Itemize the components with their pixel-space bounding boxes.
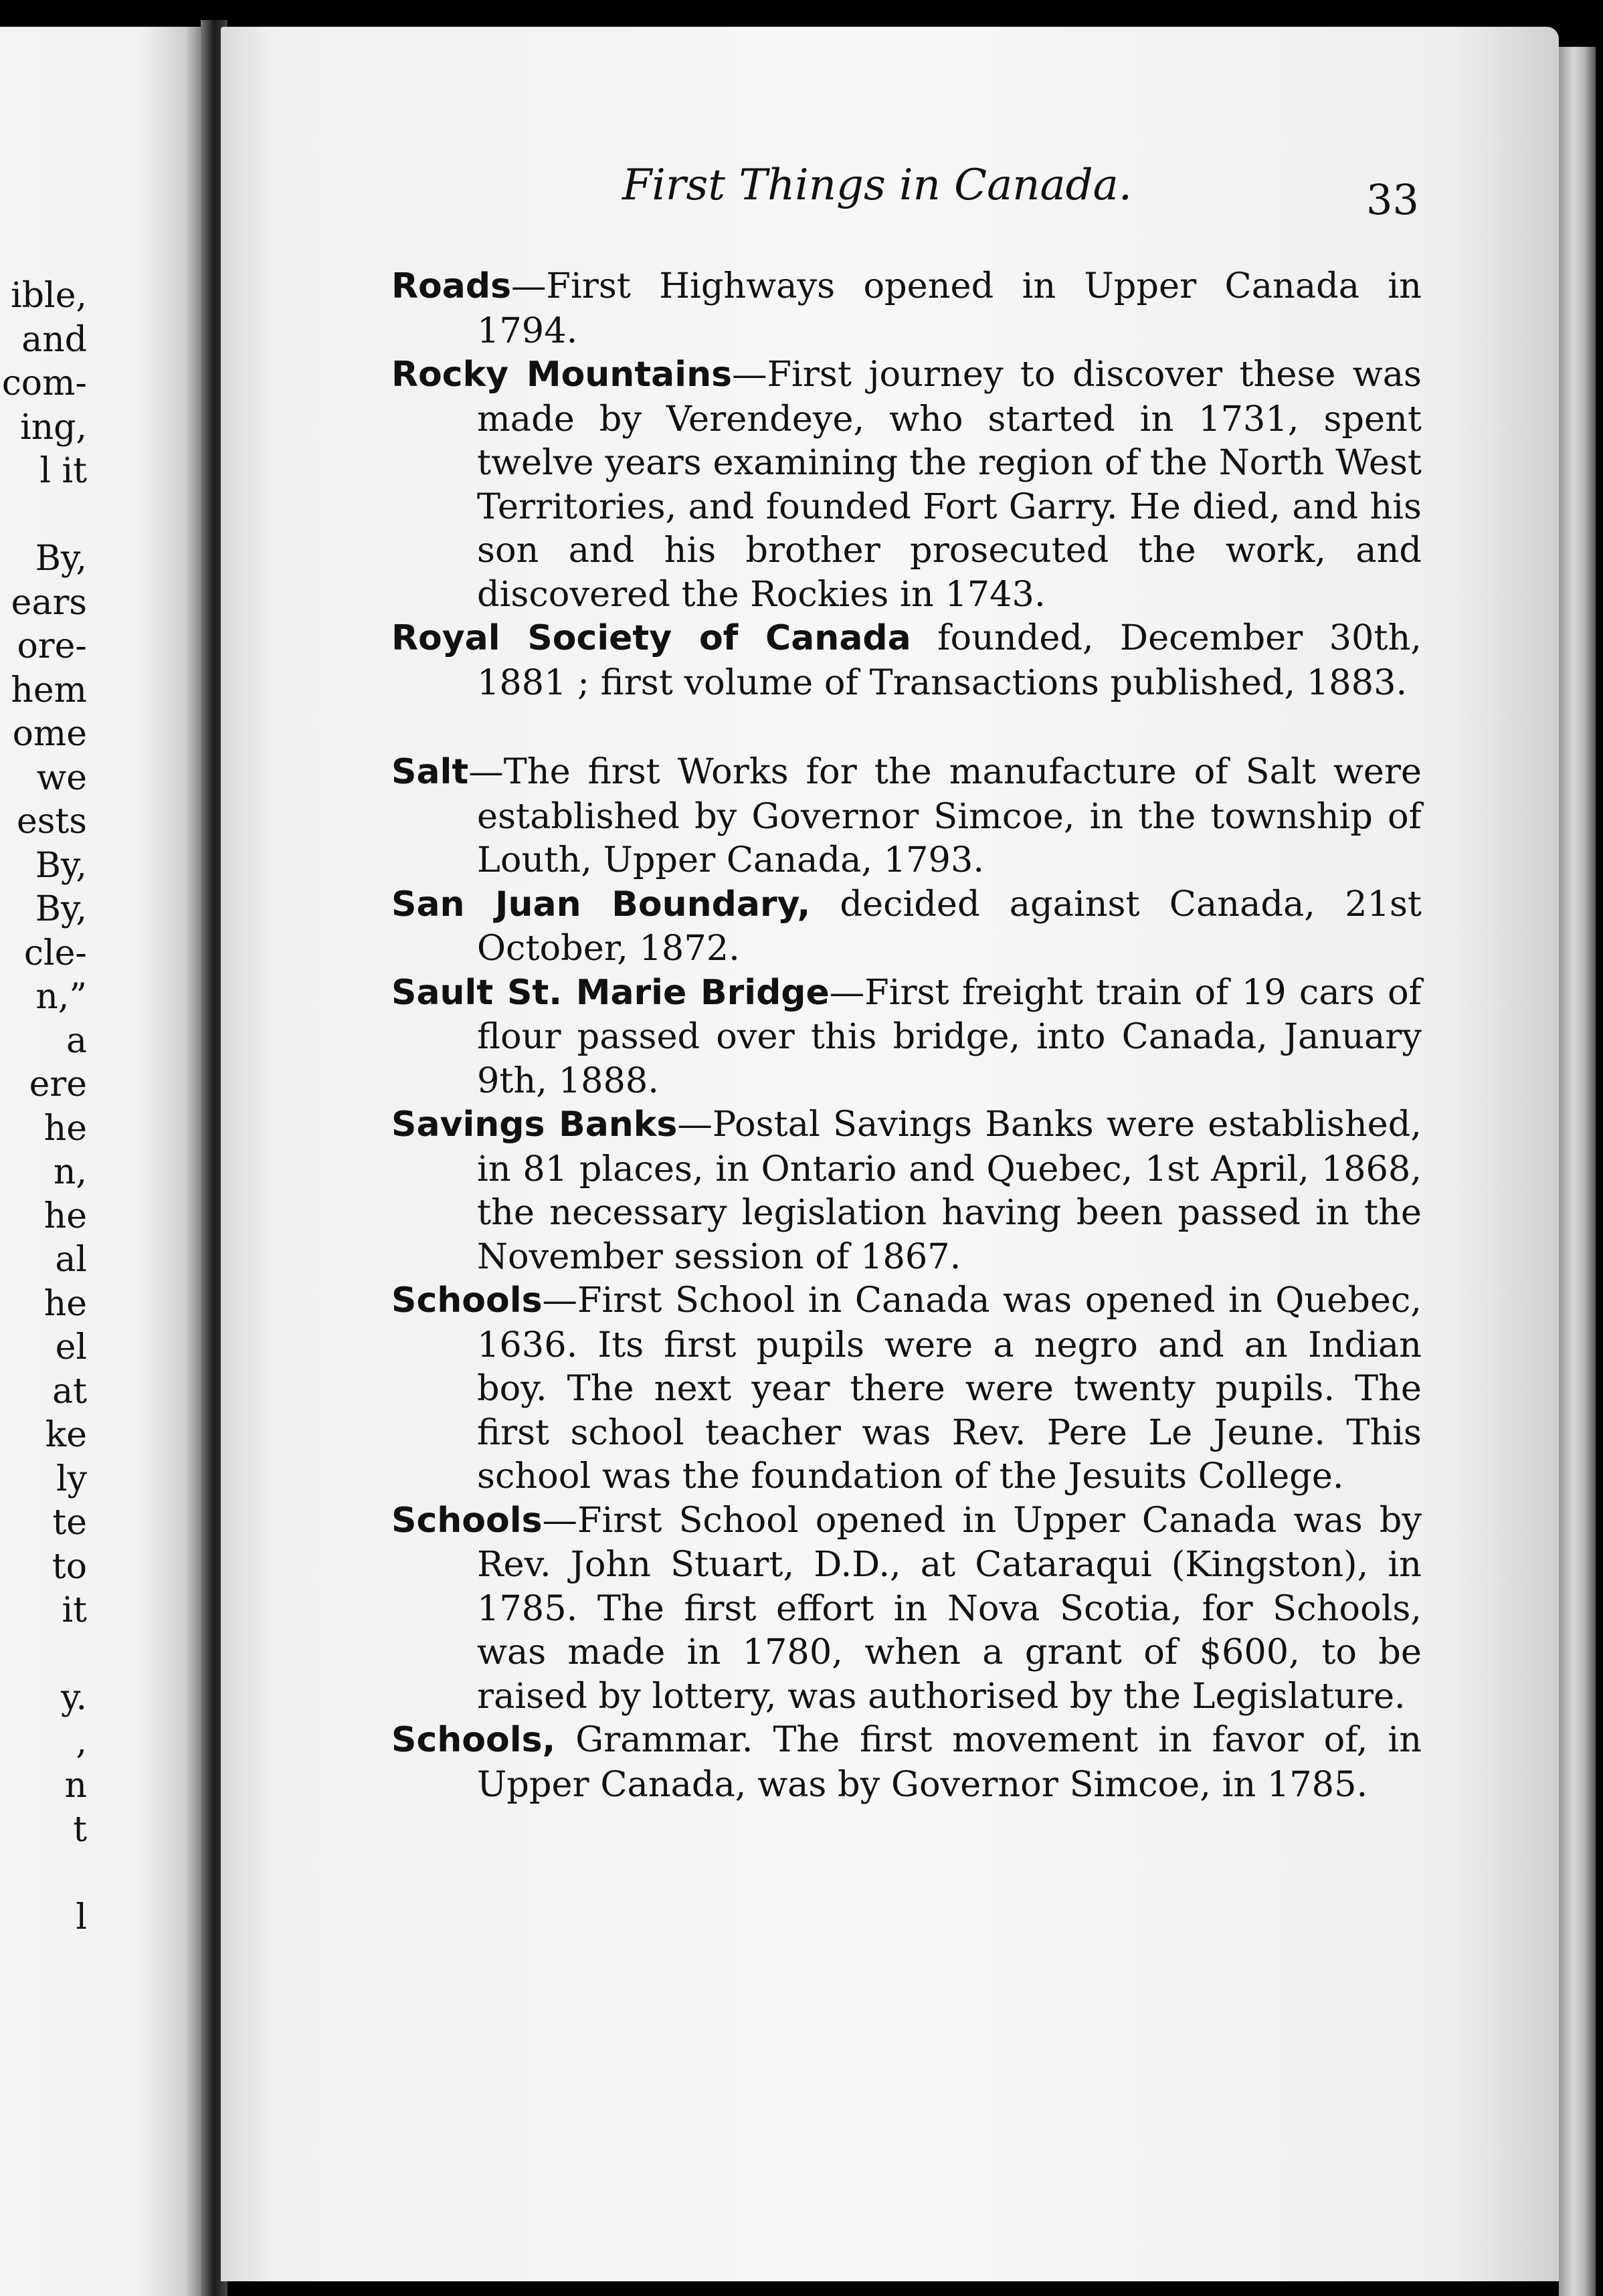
left-line xyxy=(0,494,87,538)
left-line: ly xyxy=(56,1458,87,1499)
entry-text: decided against Canada, 21st October, 1872. xyxy=(477,883,1422,969)
left-line: By, xyxy=(35,539,87,579)
entry-savings-banks xyxy=(391,1103,1422,1278)
entry-text: —The first Works for the manufacture of Salt were established by Governor Simcoe, in the township of Louth, Upper Canada, 1793. xyxy=(468,751,1422,880)
left-line: n xyxy=(64,1765,87,1806)
left-line: al xyxy=(55,1240,87,1280)
left-facing-page xyxy=(0,27,201,2296)
left-line: at xyxy=(52,1371,87,1412)
left-line: ome xyxy=(12,714,87,754)
entry-royal-society xyxy=(391,616,1422,704)
entry-sault-st-marie-bridge xyxy=(391,971,1422,1103)
left-line: n, xyxy=(53,1152,87,1192)
left-line: he xyxy=(43,1283,87,1324)
entries-list xyxy=(391,264,1422,1806)
entry-term: Sault St. Marie Bridge xyxy=(391,972,830,1013)
left-line: ere xyxy=(29,1064,87,1105)
entry-san-juan-boundary xyxy=(391,882,1422,971)
left-line: n,” xyxy=(35,977,87,1017)
left-line: it xyxy=(62,1590,87,1630)
left-line: y. xyxy=(61,1678,87,1718)
left-line: cle- xyxy=(23,933,87,973)
entry-term: Roads xyxy=(391,266,512,306)
entry-term: Rocky Mountains xyxy=(391,355,733,395)
left-line: ible, xyxy=(11,276,87,316)
left-line: ke xyxy=(45,1415,87,1455)
entry-schools-grammar xyxy=(391,1718,1422,1806)
entry-text: Grammar. The first movement in favor of, in Upper Canada, was by Governor Simcoe, in 1785. xyxy=(477,1719,1422,1805)
left-line: and xyxy=(21,319,87,360)
entry-text: —First journey to discover these was made by Verendeye, who started in 1731, spent twelve years examining the region of the North West Territories, and founded Fort Garry. He died, and his son and his brother prosecuted the work, and discovered the Rockies in 1743. xyxy=(477,354,1422,615)
left-line: By, xyxy=(35,889,87,929)
left-line: ore- xyxy=(17,626,87,666)
entry-salt xyxy=(391,750,1422,882)
entry-text: —Postal Savings Banks were established, in 81 places, in Ontario and Quebec, 1st April, 1868, the necessary legislation having been passed in the November session of 1867. xyxy=(477,1104,1422,1277)
entry-text: —First freight train of 19 cars of flour passed over this bridge, into Canada, January 9th, 1888. xyxy=(477,971,1422,1101)
left-page-text-fragments xyxy=(0,274,87,1939)
left-line: t xyxy=(73,1809,87,1850)
left-line: te xyxy=(52,1503,87,1543)
left-line: com- xyxy=(1,363,87,403)
left-line: ears xyxy=(11,582,87,623)
left-line: to xyxy=(52,1546,87,1587)
page-edge xyxy=(1559,47,1596,2296)
left-line: he xyxy=(43,1195,87,1236)
entry-term: Schools xyxy=(391,1280,543,1321)
running-header-title: First Things in Canada. xyxy=(622,161,1133,210)
left-line xyxy=(0,1852,87,1896)
entry-rocky-mountains xyxy=(391,353,1422,616)
entry-term: Salt xyxy=(391,752,469,792)
entry-text: —First Highways opened in Upper Canada in 1794. xyxy=(477,266,1422,351)
entry-schools-upper-canada xyxy=(391,1499,1422,1719)
left-line: l xyxy=(76,1897,87,1937)
entry-schools-quebec xyxy=(391,1278,1422,1499)
entry-text: —First School opened in Upper Canada was by Rev. John Stuart, D.D., at Cataraqui (Kingston), in 1785. The first effort in Nova Scotia, for Schools, was made in 1780, when a grant of $600, to be raised by lottery, was authorised by the Legislature. xyxy=(477,1499,1422,1717)
entry-term: Royal Society of Canada xyxy=(391,618,911,658)
left-line: ests xyxy=(16,801,87,842)
entry-text: founded, December 30th, 1881 ; first volume of Transactions published, 1883. xyxy=(477,617,1422,703)
entry-term: Schools xyxy=(391,1500,543,1541)
left-line: , xyxy=(76,1721,87,1762)
entry-term: Savings Banks xyxy=(391,1105,678,1145)
left-line: el xyxy=(55,1327,87,1367)
left-line: l it xyxy=(39,451,87,491)
page-number: 33 xyxy=(1366,175,1419,224)
left-line: we xyxy=(36,757,87,798)
left-line: he xyxy=(43,1108,87,1149)
left-line xyxy=(0,1633,87,1677)
entry-term: San Juan Boundary, xyxy=(391,884,811,925)
left-line: hem xyxy=(11,670,87,710)
left-line: a xyxy=(66,1020,87,1061)
left-line: By, xyxy=(35,845,87,886)
entry-text: —First School in Canada was opened in Quebec, 1636. Its first pupils were a negro and an Indian boy. The next year there were twenty pupils. The first school teacher was Rev. Pere Le Jeune. This school was the foundation of the Jesuits College. xyxy=(477,1280,1422,1497)
left-line: ing, xyxy=(20,407,87,448)
entry-roads xyxy=(391,264,1422,353)
entry-term: Schools, xyxy=(391,1720,556,1760)
